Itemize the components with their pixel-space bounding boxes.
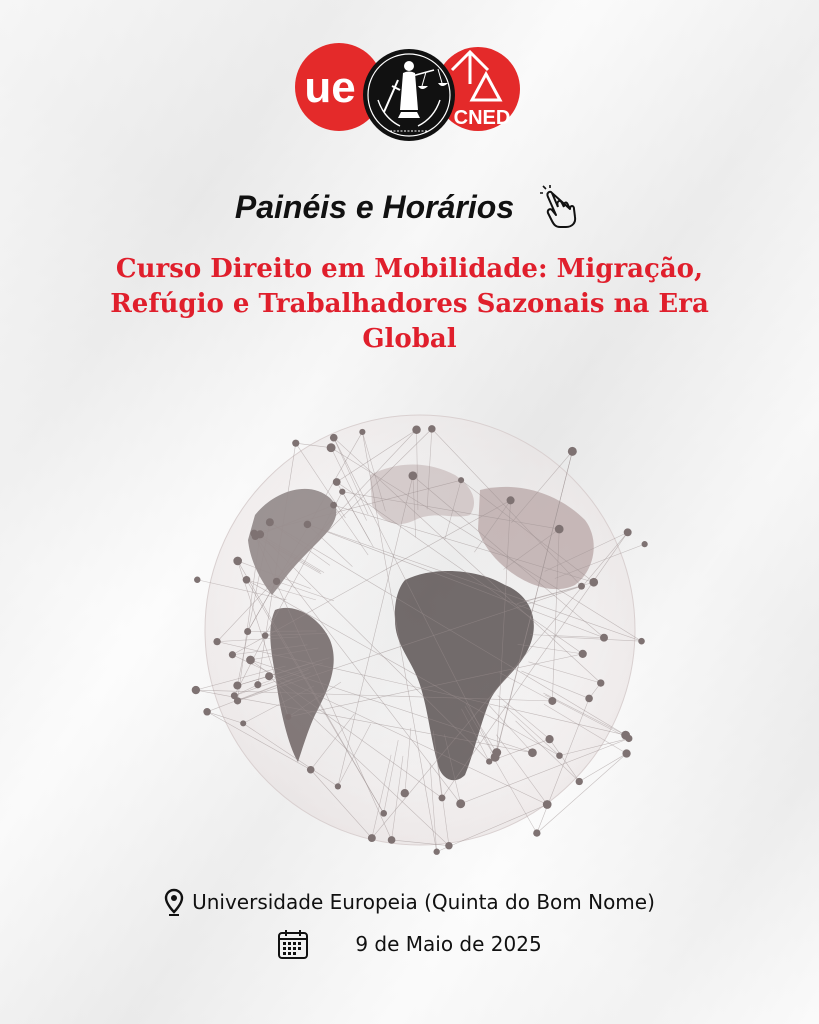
network-node xyxy=(528,748,537,757)
network-node xyxy=(543,800,552,809)
network-node xyxy=(244,628,251,635)
network-node xyxy=(412,425,420,433)
network-node xyxy=(642,541,648,547)
network-node xyxy=(327,443,336,452)
event-date-row xyxy=(0,926,819,962)
network-node xyxy=(533,829,540,836)
network-node xyxy=(625,735,632,742)
network-node xyxy=(243,576,251,584)
network-node xyxy=(556,752,563,759)
network-node xyxy=(213,638,220,645)
network-node xyxy=(409,471,418,480)
network-node xyxy=(507,496,515,504)
network-node xyxy=(192,686,200,694)
network-node xyxy=(456,799,465,808)
network-node xyxy=(273,578,280,585)
network-node xyxy=(388,836,396,844)
network-node xyxy=(262,632,269,639)
network-node xyxy=(579,650,587,658)
ue-logo-text: ue xyxy=(304,63,356,112)
network-node xyxy=(597,679,604,686)
network-node xyxy=(266,518,274,526)
course-title: Curso Direito em Mobilidade: Migração, Refúgio e Trabalhadores Sazonais na Era Global xyxy=(110,254,709,354)
network-node xyxy=(330,434,338,442)
location-pin-icon xyxy=(164,888,184,916)
calendar-icon xyxy=(277,928,309,960)
network-node xyxy=(589,578,598,587)
network-node xyxy=(240,720,246,726)
scales-of-justice-emblem xyxy=(363,49,455,141)
network-node xyxy=(250,530,258,538)
network-node xyxy=(578,583,585,590)
network-node xyxy=(233,681,241,689)
event-location: Universidade Europeia (Quinta do Bom Nome) xyxy=(192,890,655,914)
network-globe-illustration xyxy=(180,380,660,860)
network-node xyxy=(292,440,299,447)
network-node xyxy=(568,447,577,456)
network-node xyxy=(233,557,242,566)
event-location-row xyxy=(0,884,819,920)
network-node xyxy=(330,502,337,509)
network-node xyxy=(458,477,464,483)
network-node xyxy=(548,697,556,705)
network-node xyxy=(555,525,564,534)
network-node xyxy=(229,651,236,658)
network-node xyxy=(638,638,645,645)
network-node xyxy=(576,778,583,785)
network-node xyxy=(285,714,291,720)
event-date: 9 de Maio de 2025 xyxy=(355,932,542,956)
network-node xyxy=(307,766,315,774)
network-node xyxy=(333,478,341,486)
network-node xyxy=(428,425,435,432)
network-node xyxy=(265,672,273,680)
network-node xyxy=(433,849,439,855)
network-node xyxy=(359,429,365,435)
network-node xyxy=(368,834,376,842)
network-node xyxy=(339,489,345,495)
hand-pointing-icon xyxy=(540,185,584,229)
page-title: Painéis e Horários xyxy=(234,188,515,225)
network-node xyxy=(439,794,446,801)
network-node xyxy=(304,521,312,529)
network-node xyxy=(203,708,210,715)
network-node xyxy=(401,789,409,797)
network-node xyxy=(445,842,452,849)
network-node xyxy=(380,810,387,817)
cned-logo-text: CNED xyxy=(453,107,511,129)
network-node xyxy=(622,749,630,757)
network-node xyxy=(234,697,241,704)
network-node xyxy=(246,656,255,665)
network-node xyxy=(335,783,341,789)
network-node xyxy=(545,735,553,743)
network-node xyxy=(492,748,501,757)
network-node xyxy=(600,634,608,642)
network-node xyxy=(624,528,632,536)
network-node xyxy=(585,695,593,703)
logo-group xyxy=(0,0,819,150)
network-node xyxy=(194,577,200,583)
network-node xyxy=(254,681,261,688)
heading-row xyxy=(0,182,819,232)
